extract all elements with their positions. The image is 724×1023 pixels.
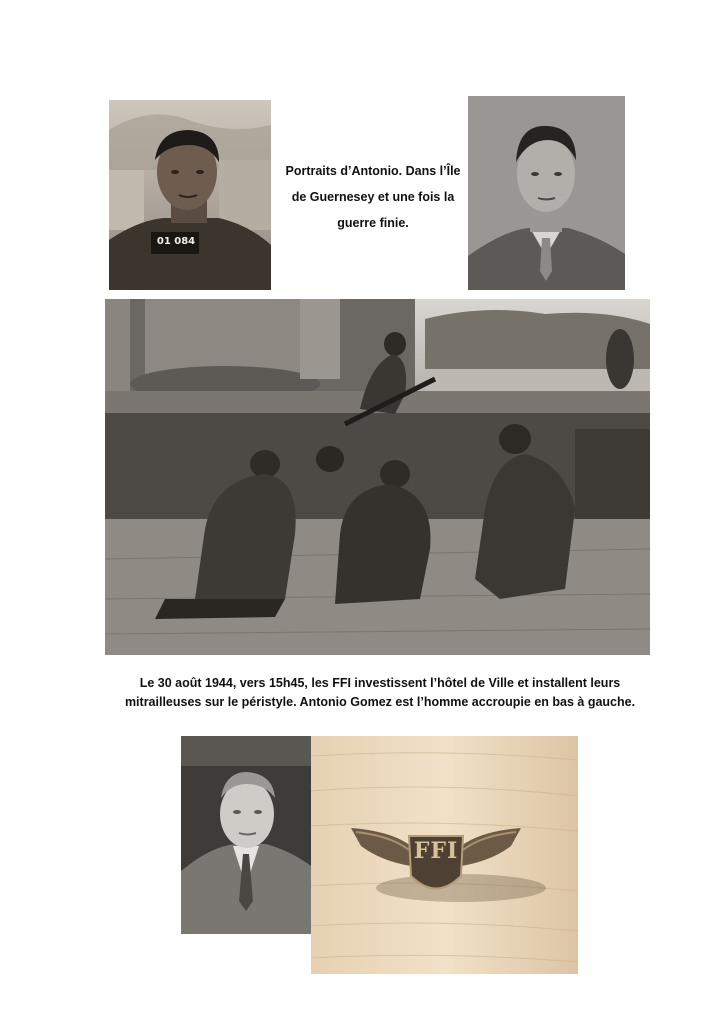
ffi-badge-photo	[311, 736, 578, 974]
ffi-badge-letters: FFI	[413, 838, 459, 864]
prisoner-number-badge: 01 084	[156, 236, 196, 247]
battle-photo-caption: Le 30 août 1944, vers 15h45, les FFI investissent l’hôtel de Ville et installent leurs mitrailleuses sur le péristyle. Antonio Gomez est l’homme accroupie en bas à gauche.	[124, 676, 636, 709]
portraits-caption: Portraits d’Antonio. Dans l’Île de Guernesey et une fois la guerre finie.	[285, 164, 461, 230]
portrait-older-photo	[181, 736, 311, 934]
liberation-battle-photo	[105, 299, 650, 655]
portrait-after-war-photo	[468, 96, 625, 290]
portrait-guernsey-photo	[109, 100, 271, 290]
